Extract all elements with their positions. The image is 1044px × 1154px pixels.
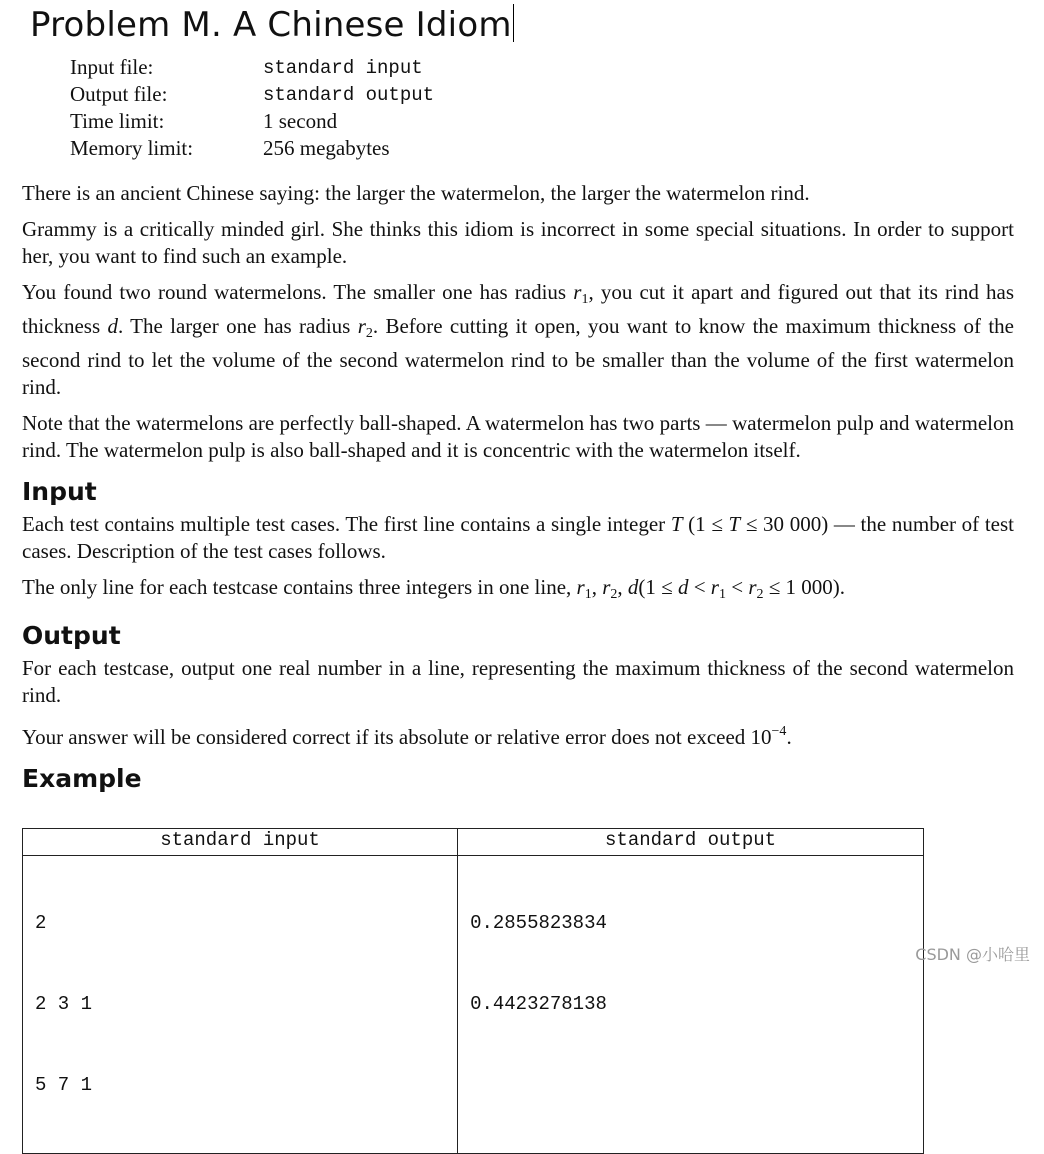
- example-table: [22, 828, 924, 1154]
- limit-row: [70, 135, 434, 162]
- limit-row: [70, 54, 434, 81]
- output-heading: Output: [22, 621, 121, 650]
- limit-key: Output file:: [70, 82, 168, 106]
- limit-key: Memory limit:: [70, 136, 194, 160]
- limit-row: [70, 108, 434, 135]
- limit-row: [70, 81, 434, 108]
- example-input-cell[interactable]: [23, 856, 458, 1154]
- example-output-line: 0.2855823834: [470, 912, 607, 934]
- example-output-line: 0.4423278138: [470, 993, 607, 1015]
- limit-value: 256 megabytes: [263, 136, 390, 160]
- problem-title: Problem M. A Chinese Idiom: [30, 5, 512, 45]
- output-paragraph: Your answer will be considered correct if its absolute or relative error does not exceed $10^{-4}$.: [22, 724, 792, 749]
- limit-key: Input file:: [70, 55, 154, 79]
- example-heading: Example: [22, 764, 142, 793]
- statement-paragraph: There is an ancient Chinese saying: the larger the watermelon, the larger the watermelon rind.: [22, 181, 810, 205]
- example-output-header: standard output: [458, 829, 924, 856]
- example-input-line: 2 3 1: [35, 993, 93, 1015]
- statement-paragraph: You found two round watermelons. The smaller one has radius $r_1$, you cut it apart and figured out that its rind has thickness d. The larger one has radius $r_2$. Before cutting it open, you want to know the maximum thickness of the second rind to let the volume of the second watermelon rind to be smaller than the volume of the first watermelon rind.: [22, 280, 1015, 399]
- limit-key: Time limit:: [70, 109, 165, 133]
- output-paragraph: For each testcase, output one real number in a line, representing the maximum thickness of the second watermelon rind.: [22, 656, 1014, 707]
- example-input-line: 5 7 1: [35, 1074, 93, 1096]
- example-data-row: [23, 856, 924, 1154]
- problem-body: [22, 180, 1014, 798]
- watermark: CSDN @小哈里: [915, 945, 1030, 964]
- input-paragraph: Each test contains multiple test cases. The first line contains a single integer T (1 ≤ T ≤ 30 000) — the number of test cases. Description of the test cases follows.: [22, 512, 1014, 563]
- example-input-header: standard input: [23, 829, 458, 856]
- example-output-cell[interactable]: [458, 856, 924, 1154]
- input-paragraph: The only line for each testcase contains three integers in one line, $r_1$, $r_2$, $d(1 \le d < r_1 < r_2 \le 1$ 000).: [22, 575, 846, 602]
- limit-value: standard input: [263, 56, 423, 79]
- text-cursor: [513, 4, 514, 42]
- limit-value: 1 second: [263, 109, 338, 133]
- example-input-line: 2: [35, 912, 47, 934]
- statement-paragraph: Grammy is a critically minded girl. She thinks this idiom is incorrect in some special situations. In order to support her, you want to find such an example.: [22, 217, 1014, 268]
- limits-table: [70, 54, 434, 162]
- limit-value: standard output: [263, 83, 435, 106]
- statement-paragraph: Note that the watermelons are perfectly ball-shaped. A watermelon has two parts — watermelon pulp and watermelon rind. The watermelon pulp is also ball-shaped and it is concentric with the watermelon itself.: [22, 411, 1014, 462]
- input-heading: Input: [22, 477, 97, 506]
- example-header-row: [23, 829, 924, 856]
